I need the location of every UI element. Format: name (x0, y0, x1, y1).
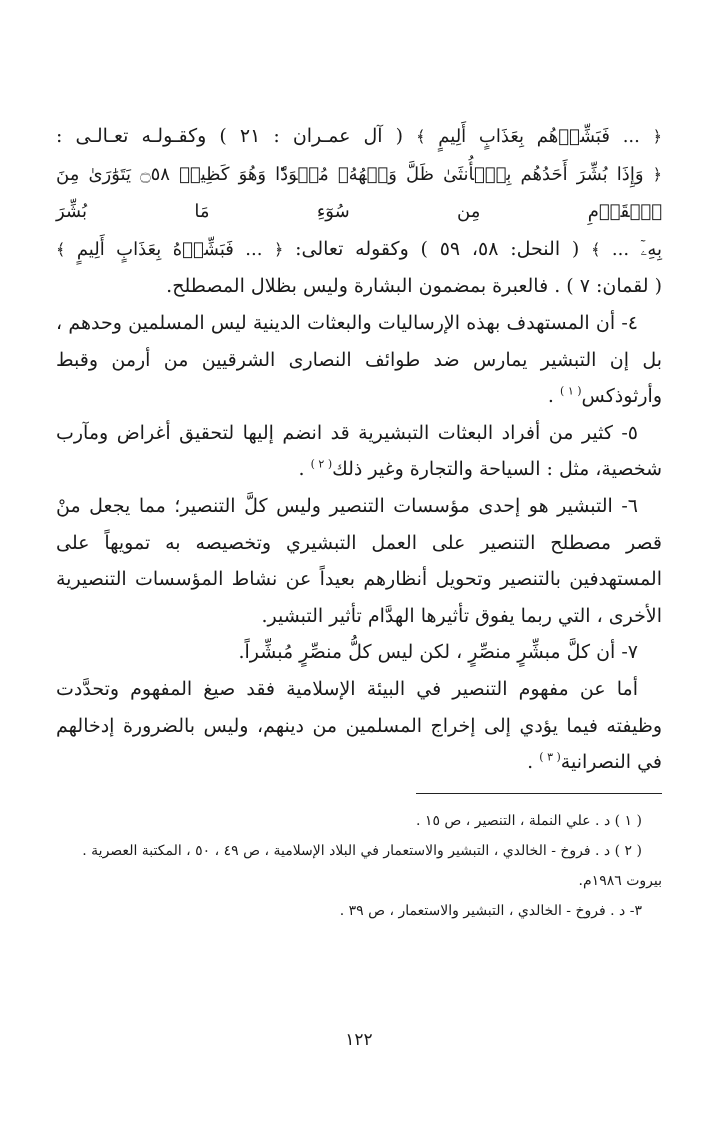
quran-verse: بِهِۦٓ ... (600, 238, 663, 260)
text-run: ٦- التبشير هو إحدى مؤسسات التنصير وليس كلَّ التنصير؛ مما يجعل منْ قصر مصطلح التنصير على العمل التبشيري وتخصيصه به تمويهاً على المستهدفين بالتنصير وتحويل أنظارهم بعيداً عن نشاط المؤسسات التنصيرية الأخرى ، التي ربما يفوق تأثيرها الهدَّام تأثير التبشير. (56, 494, 662, 627)
quote-line (56, 118, 662, 156)
text-run: ٧- أن كلَّ مبشِّرٍ منصِّرٍ ، لكن ليس كلُّ منصِّرٍ مُبشِّراً. (238, 641, 638, 664)
paragraph (56, 488, 662, 634)
text-run: ( آل عمـران : ٢١ ) وكقـولـه تعـالـى : (56, 125, 417, 147)
footnotes (56, 806, 662, 926)
footnote: ( ٢ ) د . فروخ - الخالدي ، التبشير والاستعمار في البلاد الإسلامية ، ص ٤٩ ، ٥٠ ، المكتبة العصرية . بيروت ١٩٨٦م. (82, 842, 662, 889)
footnote-ref: ( ١ ) (560, 384, 582, 398)
text-run: . (298, 458, 311, 481)
footnote-separator (416, 793, 662, 794)
quote-block (56, 118, 662, 305)
quran-verse: ... فَبَشِّرۡهُ بِعَذَابٍ أَلِيمٍ (65, 238, 274, 260)
quote-line (56, 156, 662, 231)
footnote: ٣- د . فروخ - الخالدي ، التبشير والاستعمار ، ص ٣٩ . (339, 902, 642, 919)
paragraph (56, 671, 662, 781)
paragraphs (56, 305, 662, 781)
quran-bracket: ﴾ (416, 127, 426, 146)
quran-bracket: ﴿ (652, 127, 662, 146)
quran-bracket: ﴾ (591, 239, 601, 259)
text-run: ( النحل: ٥٨، ٥٩ ) وكقوله تعالى: (283, 237, 592, 260)
text-run: . (547, 385, 561, 408)
paragraph (56, 634, 662, 671)
footnote-ref: ( ٢ ) (310, 458, 333, 472)
footnote: ( ١ ) د . علي النملة ، التنصير ، ص ١٥ . (416, 812, 642, 829)
paragraph (56, 415, 662, 488)
text-run: ٤- أن المستهدف بهذه الإرساليات والبعثات الدينية ليس المسلمين وحدهم ، بل إن التبشير يمارس ضد طوائف النصارى الشرقيين من أرمن وقبط وأرثوذكس (56, 311, 662, 408)
text-run: ( لقمان: ٧ ) . فالعبرة بمضمون البشارة وليس بظلال المصطلح. (166, 275, 662, 298)
quran-bracket: ﴿ (652, 164, 662, 184)
quran-verse: وَإِذَا بُشِّرَ أَحَدُهُم بِٱلۡأُنثَىٰ ظَلَّ وَجۡهُهُۥ مُسۡوَدّٗا وَهُوَ كَظِيمٞ ۝٥٨ يَتَوَٰرَىٰ مِنَ ٱلۡقَوۡمِ مِن سُوٓءِ مَا بُشِّرَ (56, 163, 662, 223)
quran-bracket: ﴾ (56, 239, 66, 259)
quran-verse: ... فَبَشِّرۡهُم بِعَذَابٍ أَلِيمٍ (425, 126, 653, 147)
quran-bracket: ﴿ (273, 239, 284, 259)
text-run: أما عن مفهوم التنصير في البيئة الإسلامية فقد صيغ المفهوم وتحدَّدت وظيفته فيما يؤدي إلى إخراج المسلمين من دينهم، وليس بالضرورة إدخالهم في النصرانية (56, 677, 662, 774)
footnote-ref: ( ٣ ) (539, 750, 561, 764)
body-text (56, 118, 662, 781)
text-run: ٥- كثير من أفراد البعثات التبشيرية قد انضم إليها لتحقيق أغراض ومآرب شخصية، مثل : السياحة والتجارة وغير ذلك (56, 421, 662, 481)
paragraph (56, 305, 662, 415)
quote-line (56, 231, 662, 269)
quote-line (56, 268, 662, 305)
page-number: ١٢٢ (345, 1030, 373, 1050)
text-run: . (527, 751, 540, 774)
